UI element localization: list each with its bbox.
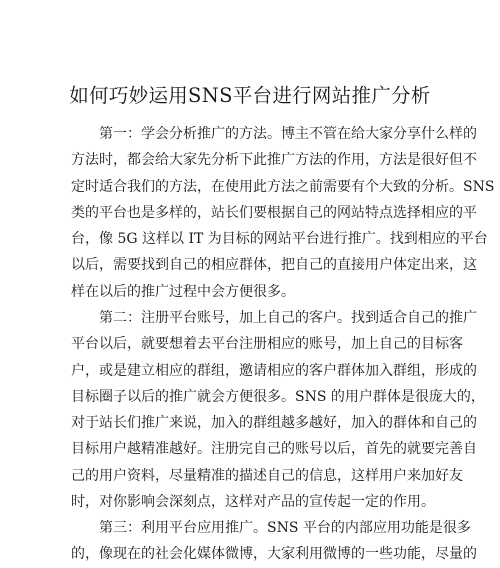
paragraph-line: 第三：利用平台应用推广。SNS 平台的内部应用功能是很多 <box>99 520 471 536</box>
paragraph-2 <box>71 305 485 515</box>
paragraph-line: 第一：学会分析推广的方法。博主不管在给大家分享什么样的 <box>99 126 477 142</box>
document-title: 如何巧妙运用SNS平台进行网站推广分析 <box>69 84 431 107</box>
paragraph-line: 样在以后的推广过程中会方便很多。 <box>71 283 295 300</box>
paragraph-line: 户，或是建立相应的群组，邀请相应的客户群体加入群组，形成的 <box>71 362 477 379</box>
paragraph-1 <box>71 121 495 305</box>
paragraph-line: 类的平台也是多样的，站长们要根据自己的网站特点选择相应的平 <box>71 204 477 221</box>
paragraph-line: 定时适合我们的方法，在使用此方法之前需要有个大致的分析。SNS <box>71 178 495 195</box>
paragraph-line: 第二：注册平台账号，加上自己的客户。找到适合自己的推广 <box>99 310 477 326</box>
paragraph-line: 以后，需要找到自己的相应群体，把自己的直接用户体定出来，这 <box>71 257 477 274</box>
paragraph-line: 时，对你影响会深刻点，这样对产品的宣传起一定的作用。 <box>71 494 435 511</box>
paragraph-line: 平台以后，就要想着去平台注册相应的账号，加上自己的目标客 <box>71 336 463 353</box>
paragraph-line: 对于站长们推广来说，加入的群组越多越好，加入的群体和自己的 <box>71 415 477 432</box>
paragraph-line: 目标用户越精准越好。注册完自己的账号以后，首先的就要完善自 <box>71 441 477 458</box>
paragraph-line: 方法时，都会给大家先分析下此推广方法的作用，方法是很好但不 <box>71 152 477 169</box>
paragraph-line: 目标圈子以后的推广就会方便很多。SNS 的用户群体是很庞大的， <box>71 388 485 405</box>
paragraph-line: 台，像 5G 这样以 IT 为目标的网站平台进行推广。找到相应的平台 <box>71 231 488 248</box>
paragraph-line: 己的用户资料，尽量精准的描述自己的信息，这样用户来加好友 <box>71 467 463 484</box>
paragraph-line: 的，像现在的社会化媒体微博，大家利用微博的一些功能，尽量的 <box>71 546 477 563</box>
paragraph-3 <box>71 515 477 568</box>
